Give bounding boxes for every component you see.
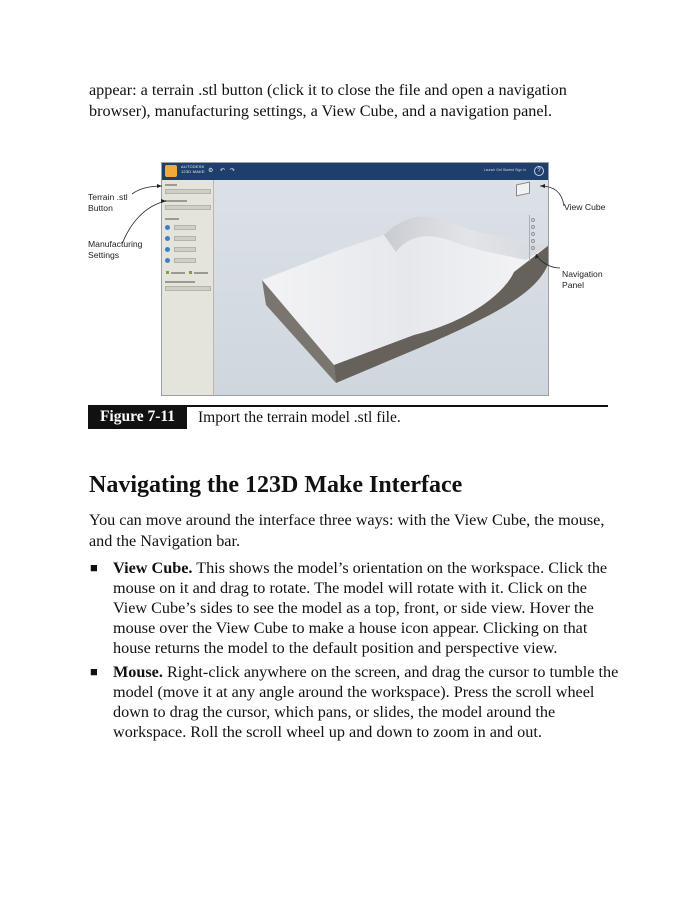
figure-caption: Import the terrain model .stl file.	[198, 409, 401, 426]
app-top-links[interactable]: Launch Get Started Sign In	[483, 168, 526, 172]
bullet-list	[89, 558, 619, 746]
app-brand-line1: AUTODESK	[181, 164, 205, 169]
callout-view-cube: View Cube	[564, 202, 606, 212]
redo-icon[interactable]: ↷	[230, 167, 236, 174]
callout-manufacturing-settings: Manufacturing Settings	[88, 239, 143, 260]
callout-arrows	[88, 158, 618, 403]
section-intro: You can move around the interface three ways: with the View Cube, the mouse, and the Navigation bar.	[89, 511, 605, 550]
bullet-term: View Cube.	[113, 559, 193, 577]
bullet-text: This shows the model’s orientation on the workspace. Click the mouse on it and drag to rotate. The model will rotate with it. Click on the View Cube’s sides to see the model as a top, front, or side view. Hover the mouse over the View Cube to make a house icon appear. Clicking on that house returns the model to the default position and perspective view.	[113, 559, 608, 657]
figure-label: Figure 7-11	[88, 405, 187, 429]
bullet-view-cube	[89, 558, 619, 658]
callout-navigation-panel: Navigation Panel	[562, 269, 603, 290]
help-icon[interactable]: ?	[534, 166, 544, 176]
undo-icon[interactable]: ↶	[220, 167, 226, 174]
app-brand-line2: 123D MAKE	[181, 169, 205, 174]
callout-terrain-stl-button: Terrain .stl Button	[88, 192, 128, 213]
section-heading: Navigating the 123D Make Interface	[89, 472, 463, 498]
intro-paragraph-top: appear: a terrain .stl button (click it to close the file and open a navigation browser), manufacturing settings, a View Cube, and a navigation panel.	[89, 81, 567, 120]
bullet-marker: ■	[90, 560, 98, 575]
settings-icon[interactable]: ⚙	[208, 167, 214, 174]
bullet-term: Mouse.	[113, 663, 163, 681]
bullet-marker: ■	[90, 664, 98, 679]
figure-screenshot	[88, 158, 618, 403]
bullet-text: Right-click anywhere on the screen, and drag the cursor to tumble the model (move it at any angle around the workspace). Press the scroll wheel down to drag the cursor, which pans, or slides, the model around the workspace. Roll the scroll wheel up and down to zoom in and out.	[113, 663, 619, 741]
bullet-mouse	[89, 662, 619, 742]
